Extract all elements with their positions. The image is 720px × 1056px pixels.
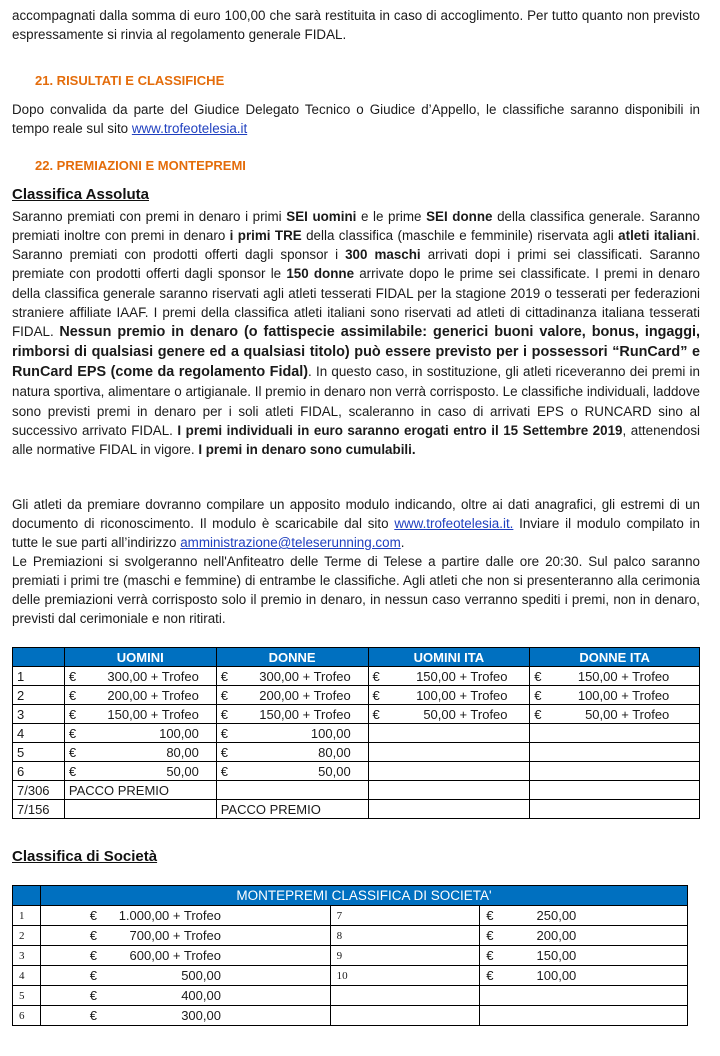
rank-cell xyxy=(330,986,480,1006)
rank-cell: 7 xyxy=(330,906,480,926)
table-row xyxy=(13,667,700,686)
amount-value: 600,00 + Trofeo xyxy=(129,948,221,963)
euro-sign: € xyxy=(486,928,494,943)
table-row xyxy=(13,986,688,1006)
amount-cell xyxy=(480,966,688,986)
assoluta-text: e le prime xyxy=(356,209,427,224)
prize-value: 200,00 + Trofeo xyxy=(259,687,351,703)
table-row xyxy=(13,966,688,986)
euro-sign: € xyxy=(89,988,97,1003)
position-cell: 4 xyxy=(13,724,65,743)
prize-value: 300,00 + Trofeo xyxy=(259,668,351,684)
position-cell: 1 xyxy=(13,667,65,686)
societa-table-title: MONTEPREMI CLASSIFICA DI SOCIETA' xyxy=(40,886,687,906)
prize-value: 50,00 xyxy=(166,763,199,779)
euro-sign: € xyxy=(89,1008,97,1023)
euro-sign: € xyxy=(372,687,380,703)
euro-sign: € xyxy=(220,744,228,760)
trofeotelesia-link-2[interactable]: www.trofeotelesia.it. xyxy=(394,516,514,531)
amount-value: 500,00 xyxy=(181,968,221,983)
assoluta-paragraph xyxy=(12,207,700,459)
prize-cell xyxy=(530,762,700,781)
assoluta-text: arrivati dopi i primi sei classificati. Saranno premiate con prodotti offerti dagli sponsor le xyxy=(12,247,700,282)
assoluta-bold: SEI uomini xyxy=(286,209,357,224)
euro-sign: € xyxy=(89,968,97,983)
prize-value: 100,00 xyxy=(159,725,199,741)
rank-cell: 9 xyxy=(330,946,480,966)
rank-cell: 10 xyxy=(330,966,480,986)
prize-cell xyxy=(64,724,216,743)
rank-cell: 3 xyxy=(13,946,41,966)
prize-value: 80,00 xyxy=(166,744,199,760)
prize-table xyxy=(12,647,700,819)
assoluta-text: . In questo caso, in sostituzione, gli atleti riceveranno dei premi in natura sportiva, alimentare o artigianale. Il premio in denaro non verrà corrisposto. Le classifiche individuali, laddove sono previsti premi in denaro per i soli atleti FIDAL, scaleranno in caso di arrivati EPS o RUNCARD sino al successivo arrivato FIDAL. xyxy=(12,364,700,438)
classifica-societa-title: Classifica di Società xyxy=(12,848,158,865)
modulo-text: . xyxy=(400,535,405,550)
prize-value: 80,00 xyxy=(318,744,351,760)
amount-cell xyxy=(40,926,330,946)
prize-value: 150,00 + Trofeo xyxy=(259,706,351,722)
section-21-text: Dopo convalida da parte del Giudice Delegato Tecnico o Giudice d’Appello, le classifiche saranno disponibili in tempo reale sul sito xyxy=(12,102,700,136)
prize-cell xyxy=(216,781,368,800)
prize-table-header xyxy=(13,648,700,667)
modulo-text: Gli atleti da premiare dovranno compilare un apposito modulo indicando, oltre ai dati anagrafici, gli estremi di un documento di riconoscimento. Il modulo è scaricabile dal sito xyxy=(12,497,700,531)
assoluta-text: , attenendosi alle normative FIDAL in vigore. xyxy=(12,422,700,457)
modulo-text: Inviare il modulo compilato in tutte le sue parti all’indirizzo xyxy=(12,516,700,550)
prize-cell xyxy=(530,781,700,800)
prize-cell xyxy=(216,667,368,686)
rank-cell: 8 xyxy=(330,926,480,946)
amount-value: 100,00 xyxy=(536,968,577,983)
assoluta-bold: 300 maschi xyxy=(345,247,421,263)
header-donne: DONNE xyxy=(216,648,368,667)
prize-cell xyxy=(216,686,368,705)
intro-text: accompagnati dalla somma di euro 100,00 che sarà restituita in caso di accoglimento. Per tutto quanto non previsto espressamente si rinvia al regolamento generale FIDAL. xyxy=(12,8,700,42)
section-21-heading: 21. RISULTATI E CLASSIFICHE xyxy=(35,73,225,88)
prize-value: 50,00 + Trofeo xyxy=(423,706,508,722)
euro-sign: € xyxy=(486,968,494,983)
euro-sign: € xyxy=(68,668,77,684)
amount-cell xyxy=(40,1006,330,1026)
prize-value: 50,00 xyxy=(318,763,351,779)
euro-sign: € xyxy=(89,908,97,923)
assoluta-text: Saranno premiati con premi in denaro i primi xyxy=(12,209,287,224)
prize-cell xyxy=(530,800,700,819)
rank-cell: 5 xyxy=(13,986,41,1006)
societa-table xyxy=(12,885,688,1026)
prize-cell xyxy=(64,762,216,781)
table-row xyxy=(13,781,700,800)
prize-cell xyxy=(368,705,530,724)
position-cell: 7/156 xyxy=(13,800,65,819)
prize-cell: PACCO PREMIO xyxy=(216,800,368,819)
rank-cell: 1 xyxy=(13,906,41,926)
euro-sign: € xyxy=(486,948,494,963)
euro-sign: € xyxy=(486,908,494,923)
assoluta-bold: 150 donne xyxy=(286,266,355,282)
prize-value: 100,00 + Trofeo xyxy=(577,687,670,703)
prize-cell xyxy=(530,686,700,705)
amount-cell xyxy=(480,906,688,926)
societa-table-header xyxy=(13,886,688,906)
position-cell: 7/306 xyxy=(13,781,65,800)
amount-cell xyxy=(40,966,330,986)
assoluta-text: . Saranno premiati con prodotti offerti dagli sponsor i xyxy=(12,228,700,263)
assoluta-bold: I premi individuali in euro saranno erogati entro il 15 Settembre 2019 xyxy=(177,422,623,438)
prize-cell xyxy=(64,743,216,762)
prize-value: 100,00 + Trofeo xyxy=(416,687,508,703)
prize-cell xyxy=(368,724,530,743)
premiazioni-paragraph xyxy=(12,552,700,628)
prize-value: 150,00 + Trofeo xyxy=(107,706,199,722)
position-cell: 2 xyxy=(13,686,65,705)
amount-cell xyxy=(40,946,330,966)
euro-sign: € xyxy=(372,668,380,684)
euro-sign: € xyxy=(220,668,228,684)
amount-value: 250,00 xyxy=(536,908,577,923)
prize-value: 300,00 + Trofeo xyxy=(107,668,199,684)
euro-sign: € xyxy=(220,725,228,741)
amount-cell xyxy=(40,906,330,926)
prize-cell: PACCO PREMIO xyxy=(64,781,216,800)
euro-sign: € xyxy=(68,725,77,741)
header-uomini: UOMINI xyxy=(64,648,216,667)
prize-value: 200,00 + Trofeo xyxy=(107,687,199,703)
prize-cell xyxy=(368,762,530,781)
header-blank xyxy=(13,648,65,667)
assoluta-bold: i primi TRE xyxy=(229,228,302,244)
assoluta-bold: atleti italiani xyxy=(618,228,697,244)
header-uomini-ita: UOMINI ITA xyxy=(368,648,530,667)
prize-cell xyxy=(530,705,700,724)
table-row xyxy=(13,1006,688,1026)
table-row xyxy=(13,762,700,781)
amount-value: 150,00 xyxy=(536,948,577,963)
prize-cell xyxy=(368,800,530,819)
prize-cell xyxy=(530,724,700,743)
prize-value: 150,00 + Trofeo xyxy=(416,668,508,684)
euro-sign: € xyxy=(68,706,77,722)
assoluta-bold: Nessun premio in denaro (o fattispecie assimilabile: generici buoni valore, bonus, ingaggi, rimborsi di qualsiasi genere ed a qualsiasi titolo) può essere previsto per i possessori “RunCard” e RunCard EPS (come da regolamento Fidal) xyxy=(12,323,700,381)
prize-value: 100,00 xyxy=(310,725,351,741)
rank-cell: 4 xyxy=(13,966,41,986)
intro-paragraph xyxy=(12,6,700,44)
euro-sign: € xyxy=(89,948,97,963)
assoluta-bold: I premi in denaro sono cumulabili. xyxy=(198,441,416,457)
amount-value: 700,00 + Trofeo xyxy=(129,928,221,943)
table-row xyxy=(13,705,700,724)
section-21-paragraph xyxy=(12,100,700,138)
prize-cell xyxy=(216,724,368,743)
amount-cell xyxy=(480,946,688,966)
assoluta-bold: SEI donne xyxy=(426,209,493,224)
assoluta-text: arrivate dopo le prime sei classificate. I premi in denaro della classifica generale saranno riservati agli atleti tesserati FIDAL per la stagione 2019 o tesserati per federazioni straniere affiliate IAAF. I premi della classifica atleti italiani sono riservati ad atleti di cittadinanza italiana tesserati FIDAL. xyxy=(12,266,700,339)
amount-cell xyxy=(480,926,688,946)
premiazioni-text: Le Premiazioni si svolgeranno nell'Anfiteatro delle Terme di Telese a partire dalle ore 20:30. Sul palco saranno premiati i primi tre (maschi e femmine) di entrambe le classifiche. Agli atleti che non si presenteranno alla cerimonia delle premiazioni verrà corrisposto solo il premio in denaro, in nessun caso verranno spediti i premi, non in denaro, previsti dal cerimoniale e non ritirati. xyxy=(12,554,700,626)
rank-cell: 6 xyxy=(13,1006,41,1026)
amount-value: 1.000,00 + Trofeo xyxy=(118,908,221,923)
table-row xyxy=(13,800,700,819)
prize-cell xyxy=(64,705,216,724)
amount-cell xyxy=(480,1006,688,1026)
table-row xyxy=(13,686,700,705)
prize-cell xyxy=(368,743,530,762)
modulo-paragraph xyxy=(12,495,700,552)
euro-sign: € xyxy=(68,744,77,760)
euro-sign: € xyxy=(220,706,228,722)
email-link[interactable]: amministrazione@teleserunning.com xyxy=(180,535,401,550)
euro-sign: € xyxy=(534,668,542,684)
prize-cell xyxy=(64,667,216,686)
rank-cell: 2 xyxy=(13,926,41,946)
prize-cell xyxy=(368,667,530,686)
euro-sign: € xyxy=(534,706,542,722)
table-row xyxy=(13,946,688,966)
prize-cell xyxy=(64,800,216,819)
amount-cell xyxy=(480,986,688,1006)
table-row xyxy=(13,926,688,946)
amount-value: 200,00 xyxy=(536,928,577,943)
prize-cell xyxy=(530,667,700,686)
euro-sign: € xyxy=(220,687,228,703)
section-22-heading: 22. PREMIAZIONI E MONTEPREMI xyxy=(35,158,246,173)
prize-value: 150,00 + Trofeo xyxy=(577,668,670,684)
prize-cell xyxy=(368,781,530,800)
amount-value: 300,00 xyxy=(181,1008,221,1023)
prize-cell xyxy=(530,743,700,762)
rank-cell xyxy=(330,1006,480,1026)
classifica-assoluta-title: Classifica Assoluta xyxy=(12,186,149,203)
amount-cell xyxy=(40,986,330,1006)
position-cell: 6 xyxy=(13,762,65,781)
assoluta-text: della classifica (maschile e femminile) riservata agli xyxy=(301,228,619,244)
trofeotelesia-link[interactable]: www.trofeotelesia.it xyxy=(131,121,248,136)
euro-sign: € xyxy=(220,763,228,779)
prize-cell xyxy=(64,686,216,705)
amount-value: 400,00 xyxy=(181,988,221,1003)
assoluta-text: della classifica generale. Saranno premiati inoltre con premi in denaro xyxy=(12,209,700,244)
prize-cell xyxy=(216,743,368,762)
euro-sign: € xyxy=(68,687,77,703)
euro-sign: € xyxy=(372,706,380,722)
prize-cell xyxy=(216,705,368,724)
euro-sign: € xyxy=(534,687,542,703)
prize-cell xyxy=(216,762,368,781)
table-row xyxy=(13,743,700,762)
euro-sign: € xyxy=(89,928,97,943)
position-cell: 5 xyxy=(13,743,65,762)
position-cell: 3 xyxy=(13,705,65,724)
societa-header-blank xyxy=(13,886,41,906)
table-row xyxy=(13,724,700,743)
prize-value: 50,00 + Trofeo xyxy=(585,706,670,722)
prize-cell xyxy=(368,686,530,705)
table-row xyxy=(13,906,688,926)
euro-sign: € xyxy=(68,763,77,779)
header-donne-ita: DONNE ITA xyxy=(530,648,700,667)
